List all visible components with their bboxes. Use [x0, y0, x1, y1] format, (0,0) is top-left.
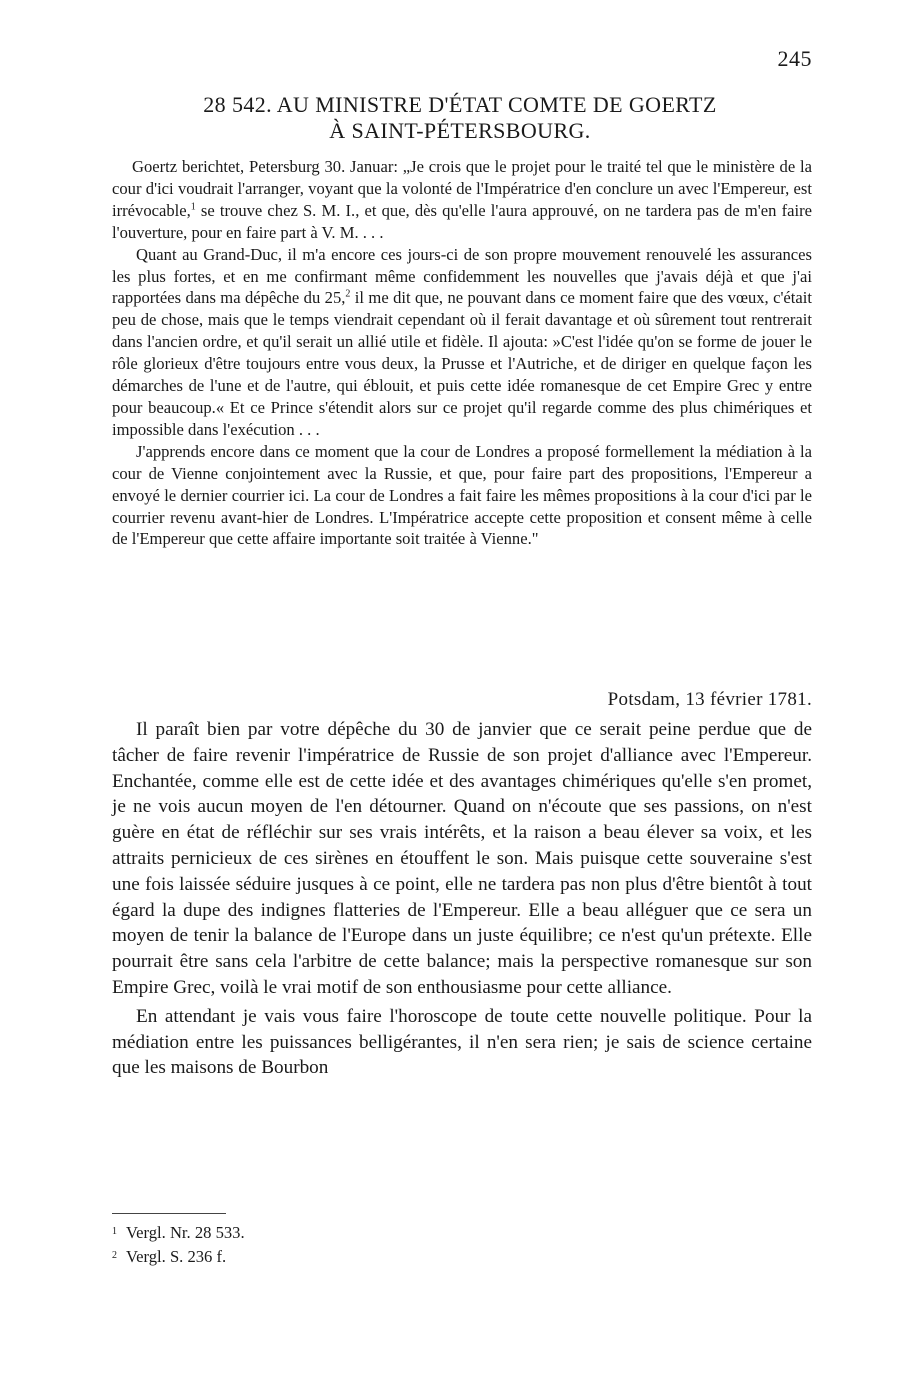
- report-paragraph-2-text-b: il me dit que, ne pouvant dans ce moment faire que des vœux, c'était peu de chose, mais que le temps viendrait cependant où il ferait davantage et où sûrement tout rentrerait dans l'ancien ordre, et qu'il serait un allié utile et fidèle. Il ajouta: »C'est l'idée qu'on se forme de jouer le rôle glorieux d'être toujours entre vous deux, la Prusse et l'Autriche, et de diriger en quelque façon les démarches de l'une et de l'autre, qui éblouit, et puis cette idée romanesque de cet Empire Grec y entre pour beaucoup.« Et ce Prince s'étendit alors sur ce projet qu'il regarde comme des plus chimériques et impossible dans l'exécution . . .: [112, 288, 812, 439]
- footnotes: [112, 1220, 512, 1268]
- letter-paragraph-1: Il paraît bien par votre dépêche du 30 de janvier que ce serait peine perdue que de tâcher de faire revenir l'impératrice de Russie de son projet d'alliance avec l'Empereur. Enchantée, comme elle est de cette idée et des avantages chimériques qu'elle s'en promet, je ne vois aucun moyen de l'en détourner. Quand on n'écoute que ses passions, on n'est guère en état de réfléchir sur ses vrais intérêts, et la raison a beau élever sa voix, et les attraits pernicieux de ces sirènes en étouffent le son. Mais puisque cette souveraine s'est une fois laissée séduire jusques à ce point, elle ne tardera pas non plus d'être bientôt à tout égard la dupe des indignes flatteries de l'Empereur. Elle a beau alléguer que ce sera un moyen de tenir la balance de l'Europe dans un juste équilibre; ce n'est qu'un prétexte. Elle pourrait être sans cela l'arbitre de cette balance; mais la perspective romanesque sur son Empire Grec, voilà le vrai motif de son enthousiasme pour cette alliance.: [112, 719, 812, 998]
- footnote-divider: [112, 1213, 226, 1214]
- footnote-reference-1: 1: [190, 201, 196, 213]
- page-number: 245: [777, 46, 812, 71]
- letter-body: [112, 717, 812, 1081]
- report-paragraph-2: [112, 244, 812, 441]
- heading-line-2: À SAINT-PÉTERSBOURG.: [329, 118, 591, 143]
- footnote-1: [112, 1220, 512, 1244]
- footnote-1-mark: 1: [112, 1226, 117, 1237]
- footnote-2-text: Vergl. S. 236 f.: [126, 1247, 227, 1266]
- report-paragraph-1-text-b: se trouve chez S. M. I., et que, dès qu'elle l'aura approuvé, on ne tardera pas de m'en faire l'ouverture, pour en faire part à V. M. . . .: [112, 200, 812, 242]
- dateline: Potsdam, 13 février 1781.: [607, 689, 812, 710]
- report-paragraph-3: J'apprends encore dans ce moment que la cour de Londres a proposé formellement la médiation à la cour de Vienne conjointement avec la Russie, et que, pour faire part des propositions, l'Empereur a envoyé le dernier courrier ici. La cour de Londres a fait faire les mêmes propositions à la cour d'ici par le courrier revenu avant-hier de Londres. L'Impératrice accepte cette proposition et consent même à celle de l'Empereur que cette affaire importante soit traitée à Vienne.": [112, 441, 812, 549]
- report-summary: [112, 156, 812, 550]
- document-heading: [110, 92, 810, 144]
- report-paragraph-1: [112, 156, 812, 244]
- footnote-2-mark: 2: [112, 1250, 117, 1261]
- letter-paragraph-2: En attendant je vais vous faire l'horoscope de toute cette nouvelle politique. Pour la médiation entre les puissances belligérantes, il n'en sera rien; je sais de science certaine que les maisons de Bourbon: [112, 1005, 812, 1079]
- heading-line-1: 28 542. AU MINISTRE D'ÉTAT COMTE DE GOERTZ: [203, 92, 717, 117]
- footnote-2: [112, 1244, 512, 1268]
- report-paragraph-2-text-a: Quant au Grand-Duc, il m'a encore ces jours-ci de son propre mouvement renouvelé les assurances les plus fortes, et en me confirmant même confidemment les nouvelles que j'avais déjà et que j'ai rapportées dans ma dépêche du 25,: [112, 244, 812, 308]
- report-paragraph-1-text-a: Goertz berichtet, Petersburg 30. Januar: „Je crois que le projet pour le traité tel que le ministère de la cour d'ici voudrait l'arranger, voyant que la volonté de l'Impératrice d'en conclure un avec l'Empereur, est irrévocable,: [112, 157, 812, 220]
- footnote-1-text: Vergl. Nr. 28 533.: [126, 1223, 245, 1242]
- footnote-reference-2: 2: [345, 288, 351, 300]
